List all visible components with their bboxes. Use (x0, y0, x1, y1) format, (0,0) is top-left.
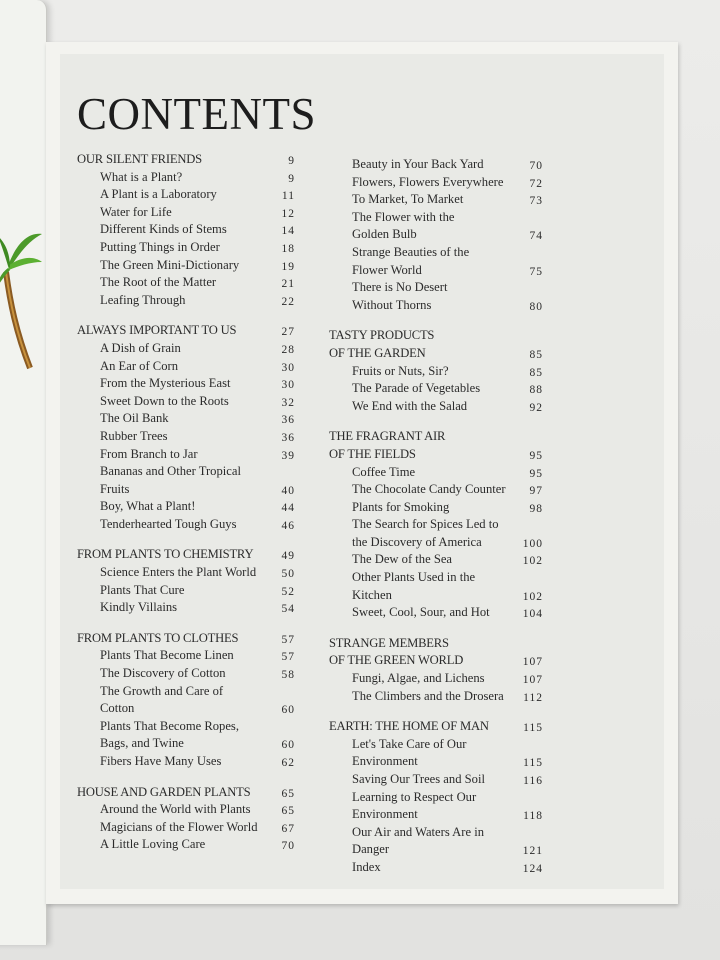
toc-entry-text: Flower World (352, 262, 422, 277)
toc-entry-text: Science Enters the Plant World (100, 565, 257, 580)
page-number: 121 (522, 845, 543, 858)
page-number: 112 (523, 691, 543, 704)
page-number: 57 (281, 651, 295, 664)
toc-column-left (77, 151, 295, 867)
page-number: 85 (529, 366, 543, 379)
section-heading-text: FROM PLANTS TO CHEMISTRY (77, 547, 254, 562)
toc-entry (77, 274, 295, 292)
toc-entry-text: The Growth and Care of (100, 683, 224, 698)
toc-entry-text: Golden Bulb (352, 227, 417, 242)
toc-entry (77, 221, 295, 239)
toc-entry (329, 156, 543, 174)
toc-section (77, 784, 295, 854)
page-number: 98 (529, 502, 543, 515)
toc-entry-text: To Market, To Market (352, 192, 464, 207)
section-heading (77, 322, 295, 340)
toc-entry-text: Plants That Become Ropes, (100, 718, 239, 733)
toc-entry-text: Putting Things in Order (100, 239, 220, 254)
toc-entry (77, 516, 295, 534)
toc-entry (329, 569, 543, 604)
toc-entry-text: A Plant is a Laboratory (100, 187, 217, 202)
toc-entry-text: Plants for Smoking (352, 499, 450, 514)
page-number: 30 (281, 361, 295, 374)
toc-section (77, 630, 295, 771)
toc-section (329, 156, 543, 314)
toc-entry (77, 564, 295, 582)
toc-entry (329, 191, 543, 209)
toc-entry-text: Environment (352, 807, 418, 822)
page-number: 70 (281, 840, 295, 853)
toc-entry-text: Rubber Trees (100, 428, 168, 443)
section-heading (77, 151, 295, 169)
page-number: 49 (281, 550, 295, 563)
page-number: 115 (523, 757, 543, 770)
page-number: 36 (281, 414, 295, 427)
toc-entry-text: Learning to Respect Our (352, 789, 477, 804)
toc-entry-text: Boy, What a Plant! (100, 499, 196, 514)
toc-entry-text: Plants That Cure (100, 582, 185, 597)
page-number: 18 (281, 242, 295, 255)
page-number: 54 (281, 603, 295, 616)
toc-entry (77, 647, 295, 665)
page-number: 65 (281, 787, 295, 800)
toc-entry-text: A Dish of Grain (100, 340, 181, 355)
toc-entry-text: Saving Our Trees and Soil (352, 772, 485, 786)
toc-entry-text: An Ear of Corn (100, 358, 178, 373)
page-number: 21 (281, 278, 295, 291)
toc-entry-text: Leafing Through (100, 292, 186, 307)
toc-entry-text: The Parade of Vegetables (352, 381, 481, 396)
toc-entry (77, 257, 295, 275)
toc-entry (77, 599, 295, 617)
toc-entry-text: Beauty in Your Back Yard (352, 157, 484, 171)
toc-entry (77, 169, 295, 187)
toc-entry (77, 718, 295, 753)
toc-entry-text: Danger (352, 842, 390, 857)
toc-entry (329, 244, 543, 279)
toc-entry (77, 446, 295, 464)
toc-entry-text: the Discovery of America (352, 534, 482, 549)
toc-entry (329, 771, 543, 789)
toc-entry-text: The Discovery of Cotton (100, 666, 226, 681)
toc-entry (329, 859, 543, 877)
section-heading (329, 718, 543, 736)
section-heading (77, 784, 295, 802)
toc-entry-text: Kitchen (352, 587, 392, 602)
page-number: 9 (288, 172, 295, 185)
left-page-edge (0, 0, 47, 945)
toc-entry (77, 683, 295, 718)
toc-entry (77, 410, 295, 428)
page-number: 107 (522, 674, 543, 687)
toc-entry (77, 239, 295, 257)
toc-entry-text: Sweet, Cool, Sour, and Hot (352, 605, 490, 620)
toc-entry (329, 736, 543, 771)
toc-entry-text: Fruits (100, 481, 130, 496)
page-number: 22 (281, 295, 295, 308)
page-number: 30 (281, 379, 295, 392)
toc-section (329, 718, 543, 876)
page-number: 102 (522, 590, 543, 603)
toc-entry-text: Sweet Down to the Roots (100, 393, 229, 408)
toc-entry-text: The Dew of the Sea (352, 552, 453, 567)
toc-entry (77, 375, 295, 393)
toc-section (77, 546, 295, 616)
toc-entry (77, 358, 295, 376)
toc-entry-text: Water for Life (100, 204, 172, 219)
toc-section (77, 322, 295, 533)
page-number: 75 (529, 265, 543, 278)
page-number: 97 (529, 485, 543, 498)
section-heading (77, 630, 295, 648)
toc-entry (77, 753, 295, 771)
section-heading-text: OF THE GARDEN (329, 345, 426, 360)
toc-section (329, 327, 543, 415)
toc-entry (329, 604, 543, 622)
page-number: 62 (281, 757, 295, 769)
toc-entry (329, 670, 543, 688)
section-heading (329, 635, 543, 670)
toc-entry-text: Index (352, 859, 381, 874)
page-number: 116 (523, 775, 543, 787)
toc-entry (329, 464, 543, 482)
toc-entry (77, 186, 295, 204)
section-heading-text: STRANGE MEMBERS (329, 635, 449, 650)
page-number: 100 (522, 537, 543, 550)
toc-entry-text: A Little Loving Care (100, 837, 206, 852)
toc-section (329, 635, 543, 705)
toc-entry-text: Bananas and Other Tropical (100, 464, 241, 479)
section-heading-text: OF THE FIELDS (329, 446, 416, 461)
toc-entry (329, 279, 543, 314)
page-number: 70 (529, 160, 543, 172)
toc-entry-text: Other Plants Used in the (352, 570, 476, 585)
toc-entry-text: The Oil Bank (100, 411, 169, 426)
page-number: 46 (281, 519, 295, 532)
toc-column-right (329, 156, 543, 890)
toc-entry (329, 363, 543, 381)
page-number: 32 (281, 396, 295, 409)
page-number: 95 (529, 449, 543, 462)
toc-entry (329, 499, 543, 517)
toc-entry-text: Flowers, Flowers Everywhere (352, 174, 504, 189)
toc-entry-text: We End with the Salad (352, 398, 468, 413)
toc-entry (329, 688, 543, 706)
page-number: 88 (529, 384, 543, 397)
toc-section (77, 151, 295, 309)
toc-entry (329, 380, 543, 398)
section-heading (329, 327, 543, 362)
toc-entry (77, 801, 295, 819)
toc-entry-text: Strange Beauties of the (352, 244, 470, 259)
toc-entry (329, 824, 543, 859)
toc-entry (77, 665, 295, 683)
palm-tree-illustration (0, 222, 44, 372)
page-number: 14 (281, 225, 295, 238)
toc-entry-text: Plants That Become Linen (100, 648, 234, 663)
page-number: 36 (281, 431, 295, 444)
toc-entry-text: What is a Plant? (100, 169, 183, 184)
page-number: 19 (281, 260, 295, 273)
page-number: 40 (281, 484, 295, 497)
page-number: 72 (529, 177, 543, 190)
page-number: 92 (529, 401, 543, 414)
toc-entry-text: Environment (352, 754, 418, 769)
page-number: 95 (529, 467, 543, 480)
toc-entry (329, 789, 543, 824)
section-heading-text: OUR SILENT FRIENDS (77, 152, 202, 166)
section-heading (77, 546, 295, 564)
page-number: 28 (281, 343, 295, 356)
toc-entry (329, 481, 543, 499)
toc-entry-text: The Search for Spices Led to (352, 517, 499, 532)
toc-entry (329, 174, 543, 192)
toc-section (329, 428, 543, 622)
page-number: 9 (288, 155, 295, 167)
toc-entry (77, 292, 295, 310)
page-number: 27 (281, 326, 295, 339)
toc-entry-text: Different Kinds of Stems (100, 222, 227, 237)
toc-entry (329, 551, 543, 569)
toc-entry-text: Without Thorns (352, 297, 432, 312)
section-heading (329, 428, 543, 463)
page-number: 44 (281, 502, 295, 515)
section-heading-text: HOUSE AND GARDEN PLANTS (77, 784, 251, 799)
page-number: 60 (281, 739, 295, 752)
page-number: 85 (529, 348, 543, 361)
page-number: 60 (281, 704, 295, 717)
page-number: 65 (281, 805, 295, 818)
page-number: 80 (529, 300, 543, 313)
toc-entry-text: Our Air and Waters Are in (352, 824, 485, 839)
toc-entry-text: Bags, and Twine (100, 736, 184, 751)
toc-entry-text: Let's Take Care of Our (352, 736, 467, 751)
toc-entry-text: From Branch to Jar (100, 446, 198, 461)
page-number: 12 (281, 207, 295, 220)
toc-entry (77, 819, 295, 837)
toc-entry-text: The Chocolate Candy Counter (352, 482, 506, 497)
page-number: 67 (281, 822, 295, 835)
section-heading-text: TASTY PRODUCTS (329, 328, 435, 343)
section-heading-text: FROM PLANTS TO CLOTHES (77, 630, 239, 645)
toc-entry (77, 393, 295, 411)
toc-entry-text: From the Mysterious East (100, 376, 231, 391)
section-heading-text: ALWAYS IMPORTANT TO US (77, 323, 237, 338)
page-number: 11 (281, 190, 295, 203)
section-heading-text: EARTH: THE HOME OF MAN (329, 719, 489, 734)
page-number: 57 (281, 633, 295, 646)
toc-entry-text: Tenderhearted Tough Guys (100, 516, 237, 531)
toc-entry (329, 209, 543, 244)
section-heading-text: THE FRAGRANT AIR (329, 429, 446, 444)
page-number: 52 (281, 585, 295, 598)
toc-entry-text: Fungi, Algae, and Lichens (352, 671, 485, 686)
toc-entry (77, 498, 295, 516)
toc-entry (77, 582, 295, 600)
page-number: 39 (281, 449, 295, 462)
page-number: 104 (522, 608, 543, 621)
toc-entry-text: The Root of the Matter (100, 275, 217, 290)
toc-entry-text: Kindly Villains (100, 600, 178, 615)
page-number: 73 (529, 195, 543, 208)
toc-entry-text: There is No Desert (352, 280, 448, 295)
toc-entry-text: The Climbers and the Drosera (352, 688, 504, 703)
page-number: 107 (522, 656, 543, 669)
toc-entry (329, 398, 543, 416)
page-number: 58 (281, 669, 295, 682)
toc-entry-text: The Green Mini-Dictionary (100, 257, 240, 272)
toc-entry-text: Around the World with Plants (100, 802, 251, 817)
toc-entry-text: Cotton (100, 701, 135, 716)
toc-entry (329, 516, 543, 551)
page-number: 102 (522, 555, 543, 568)
page-title: CONTENTS (77, 89, 316, 139)
toc-entry (77, 204, 295, 222)
toc-entry-text: Fruits or Nuts, Sir? (352, 363, 449, 378)
toc-entry-text: The Flower with the (352, 209, 455, 224)
toc-entry (77, 340, 295, 358)
toc-entry (77, 463, 295, 498)
page-number: 124 (522, 862, 543, 875)
page-number: 50 (281, 568, 295, 581)
page-number: 74 (529, 230, 543, 243)
toc-entry (77, 428, 295, 446)
section-heading-text: OF THE GREEN WORLD (329, 653, 464, 668)
page-number: 115 (523, 722, 543, 735)
toc-entry-text: Magicians of the Flower World (100, 819, 258, 834)
toc-entry (77, 836, 295, 854)
page-number: 118 (523, 810, 543, 823)
toc-entry-text: Fibers Have Many Uses (100, 754, 222, 768)
toc-entry-text: Coffee Time (352, 464, 416, 479)
